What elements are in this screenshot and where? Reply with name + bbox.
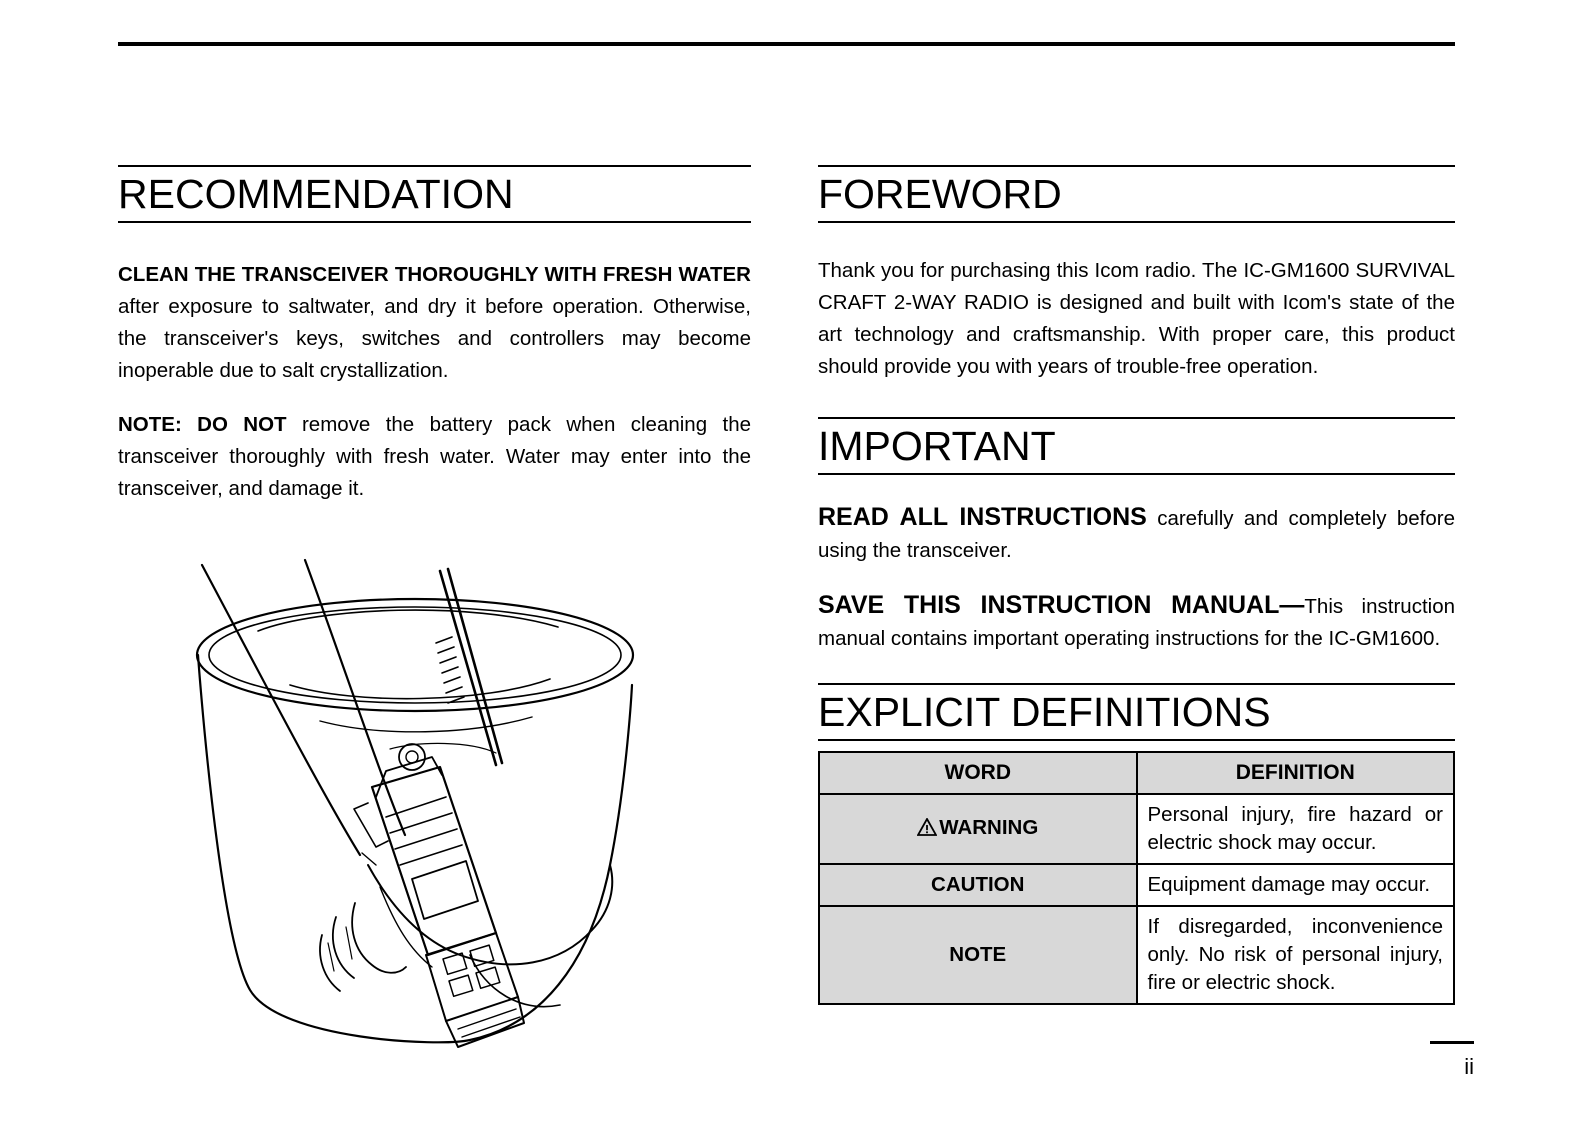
page-title-explicit-definitions: EXPLICIT DEFINITIONS: [818, 689, 1271, 735]
recommendation-paragraph-2-rest: remove the battery pack when cleaning the transceiver thoroughly with fresh water. Water may enter into the transceiver, and damage it.: [118, 413, 751, 500]
definitions-rule-bottom: [818, 739, 1455, 741]
page-title-important: IMPORTANT: [818, 423, 1056, 469]
heading-rule-bottom: [118, 221, 751, 223]
section-explicit-definitions: [818, 683, 1455, 741]
bucket-transceiver-illustration: [140, 535, 740, 1055]
recommendation-paragraph-1-bold: CLEAN THE TRANSCEIVER THOROUGHLY WITH FRESH WATER: [118, 263, 751, 286]
page-title-recommendation: RECOMMENDATION: [118, 171, 514, 217]
important-item-1: [818, 501, 1455, 567]
important-item-2-rest: This instruction manual contains important operating instructions for the IC-GM1600.: [818, 595, 1455, 650]
table-row: [819, 906, 1454, 1004]
section-recommendation: [118, 165, 751, 223]
table-header-row: [819, 752, 1454, 794]
table-cell-word-warning: [819, 794, 1137, 864]
foreword-rule-bottom: [818, 221, 1455, 223]
table-cell-word-caution: CAUTION: [819, 864, 1137, 906]
foreword-paragraph: Thank you for purchasing this Icom radio. The IC-GM1600 SURVIVAL CRAFT 2-WAY RADIO is designed and built with Icom's state of the art technology and craftsmanship. With proper care, this product should provide you with years of trouble-free operation.: [818, 259, 1455, 378]
recommendation-paragraph-2-bold: NOTE: DO NOT: [118, 413, 287, 436]
recommendation-paragraph-1-rest: after exposure to saltwater, and dry it before operation. Otherwise, the transceiver's keys, switches and controllers may become inoperable due to salt crystallization.: [118, 295, 751, 382]
table-row: [819, 864, 1454, 906]
important-rule-top: [818, 417, 1455, 419]
page-number-rule: [1430, 1041, 1474, 1044]
table-cell-word-note: NOTE: [819, 906, 1137, 1004]
page-title-foreword: FOREWORD: [818, 171, 1062, 217]
important-item-1-rest: carefully and completely before using the transceiver.: [818, 507, 1456, 562]
table-cell-definition-caution: Equipment damage may occur.: [1137, 864, 1455, 906]
table-cell-definition-note: If disregarded, inconvenience only. No risk of personal injury, fire or electric shock.: [1137, 906, 1455, 1004]
section-important: [818, 417, 1455, 475]
foreword-rule-top: [818, 165, 1455, 167]
left-column: [118, 165, 751, 527]
heading-rule-top: [118, 165, 751, 167]
page-number: ii: [1464, 1054, 1474, 1079]
explicit-definitions-table: [818, 751, 1455, 1005]
important-item-1-bold: READ ALL INSTRUCTIONS: [818, 503, 1147, 531]
table-cell-definition-warning: Personal injury, fire hazard or electric shock may occur.: [1137, 794, 1455, 864]
table-cell-word-warning-label: WARNING: [939, 816, 1039, 839]
recommendation-paragraph-2: [118, 409, 751, 505]
section-foreword: [818, 165, 1455, 223]
important-item-2-bold: SAVE THIS INSTRUCTION MANUAL—: [818, 591, 1305, 619]
table-header-definition: DEFINITION: [1137, 752, 1455, 794]
definitions-rule-top: [818, 683, 1455, 685]
recommendation-paragraph-1: [118, 259, 751, 387]
right-column: [818, 165, 1455, 1005]
table-row: [819, 794, 1454, 864]
important-rule-bottom: [818, 473, 1455, 475]
table-header-word: WORD: [819, 752, 1137, 794]
important-item-2: [818, 589, 1455, 655]
warning-triangle-icon: [917, 816, 937, 844]
page-top-rule: [118, 42, 1455, 46]
